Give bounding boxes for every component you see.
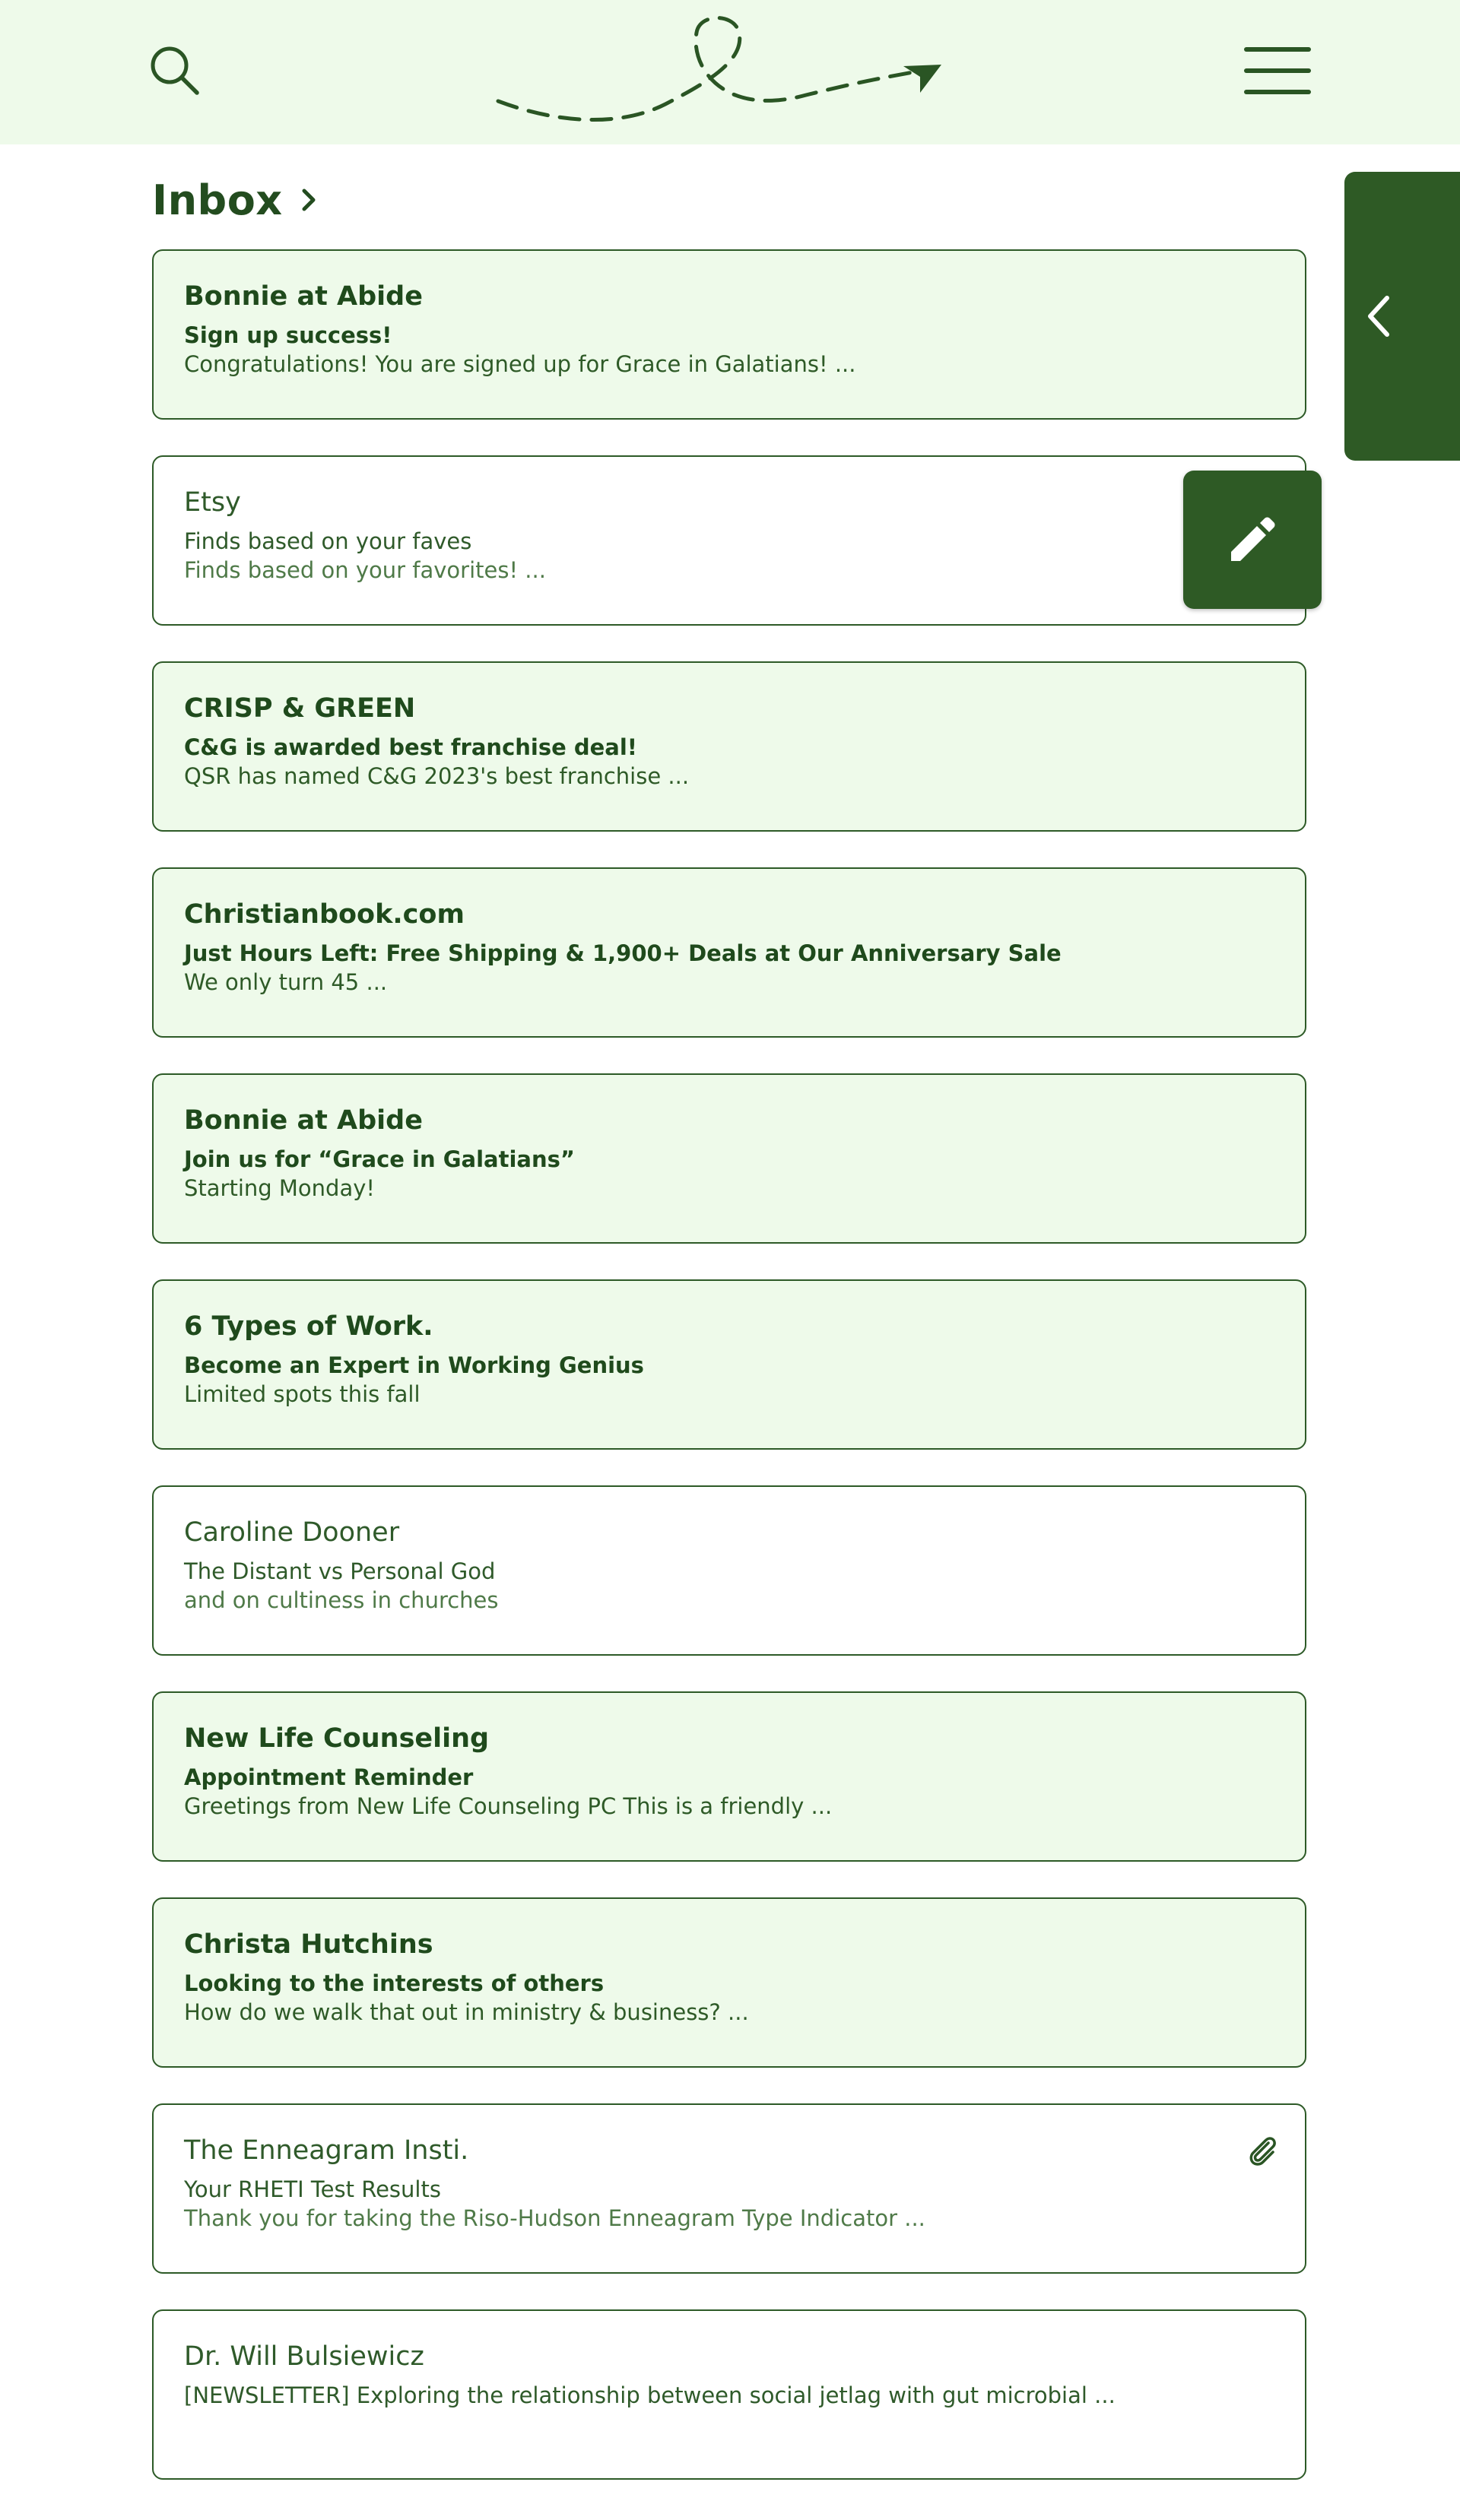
chevron-right-icon bbox=[300, 185, 319, 215]
email-subject: C&G is awarded best franchise deal! bbox=[184, 734, 638, 760]
email-list bbox=[152, 249, 1306, 2515]
email-preview: Finds based on your favorites! ... bbox=[184, 557, 546, 583]
email-subject: Join us for “Grace in Galatians” bbox=[184, 1146, 575, 1172]
email-sender: The Enneagram Insti. bbox=[184, 2135, 469, 2166]
app-header bbox=[0, 0, 1460, 144]
email-subject: Become an Expert in Working Genius bbox=[184, 1352, 644, 1378]
email-preview: How do we walk that out in ministry & business? ... bbox=[184, 1999, 749, 2025]
email-preview: Thank you for taking the Riso-Hudson Enneagram Type Indicator ... bbox=[184, 2205, 925, 2231]
email-card[interactable] bbox=[152, 867, 1306, 1038]
email-preview: Limited spots this fall bbox=[184, 1381, 421, 1407]
page-title: Inbox bbox=[152, 176, 283, 224]
email-sender: Etsy bbox=[184, 487, 241, 518]
email-sender: CRISP & GREEN bbox=[184, 693, 416, 724]
email-card[interactable] bbox=[152, 1073, 1306, 1244]
email-subject: Finds based on your faves bbox=[184, 528, 472, 554]
email-card[interactable] bbox=[152, 1485, 1306, 1656]
email-sender: Christianbook.com bbox=[184, 899, 465, 930]
email-subject: Your RHETI Test Results bbox=[184, 2176, 441, 2202]
email-sender: Dr. Will Bulsiewicz bbox=[184, 2341, 424, 2372]
hamburger-menu-icon[interactable] bbox=[1243, 46, 1312, 96]
side-drawer-toggle[interactable] bbox=[1344, 172, 1460, 461]
email-card[interactable] bbox=[152, 1691, 1306, 1862]
email-sender: Bonnie at Abide bbox=[184, 1105, 423, 1136]
paperclip-icon bbox=[1246, 2134, 1279, 2167]
inbox-folder-selector[interactable] bbox=[152, 173, 319, 227]
email-subject: Appointment Reminder bbox=[184, 1764, 474, 1790]
compose-button[interactable] bbox=[1183, 471, 1322, 609]
email-preview: Congratulations! You are signed up for Grace in Galatians! ... bbox=[184, 351, 856, 377]
email-card[interactable] bbox=[152, 1897, 1306, 2068]
email-sender: Christa Hutchins bbox=[184, 1929, 433, 1960]
email-card[interactable] bbox=[152, 455, 1306, 626]
email-subject: [NEWSLETTER] Exploring the relationship between social jetlag with gut microbial ... bbox=[184, 2382, 1116, 2408]
pencil-icon bbox=[1225, 512, 1280, 567]
email-sender: Bonnie at Abide bbox=[184, 281, 423, 312]
email-card[interactable] bbox=[152, 2309, 1306, 2480]
email-card[interactable] bbox=[152, 2103, 1306, 2274]
email-card[interactable] bbox=[152, 249, 1306, 420]
email-card[interactable] bbox=[152, 661, 1306, 832]
chevron-left-icon bbox=[1363, 293, 1393, 339]
email-sender: New Life Counseling bbox=[184, 1723, 490, 1754]
email-subject: Just Hours Left: Free Shipping & 1,900+ Deals at Our Anniversary Sale bbox=[184, 940, 1062, 966]
paper-plane-loop-logo[interactable] bbox=[494, 11, 951, 133]
email-subject: The Distant vs Personal God bbox=[184, 1558, 496, 1584]
email-subject: Looking to the interests of others bbox=[184, 1970, 605, 1996]
email-preview: Greetings from New Life Counseling PC This is a friendly ... bbox=[184, 1793, 833, 1819]
email-sender: 6 Types of Work. bbox=[184, 1311, 433, 1342]
email-preview: We only turn 45 ... bbox=[184, 969, 388, 995]
search-icon[interactable] bbox=[148, 44, 202, 97]
email-preview: Starting Monday! bbox=[184, 1175, 376, 1201]
email-card[interactable] bbox=[152, 1279, 1306, 1450]
email-sender: Caroline Dooner bbox=[184, 1517, 400, 1548]
email-preview: and on cultiness in churches bbox=[184, 1587, 499, 1613]
email-preview: QSR has named C&G 2023's best franchise ... bbox=[184, 763, 690, 789]
email-subject: Sign up success! bbox=[184, 322, 392, 348]
